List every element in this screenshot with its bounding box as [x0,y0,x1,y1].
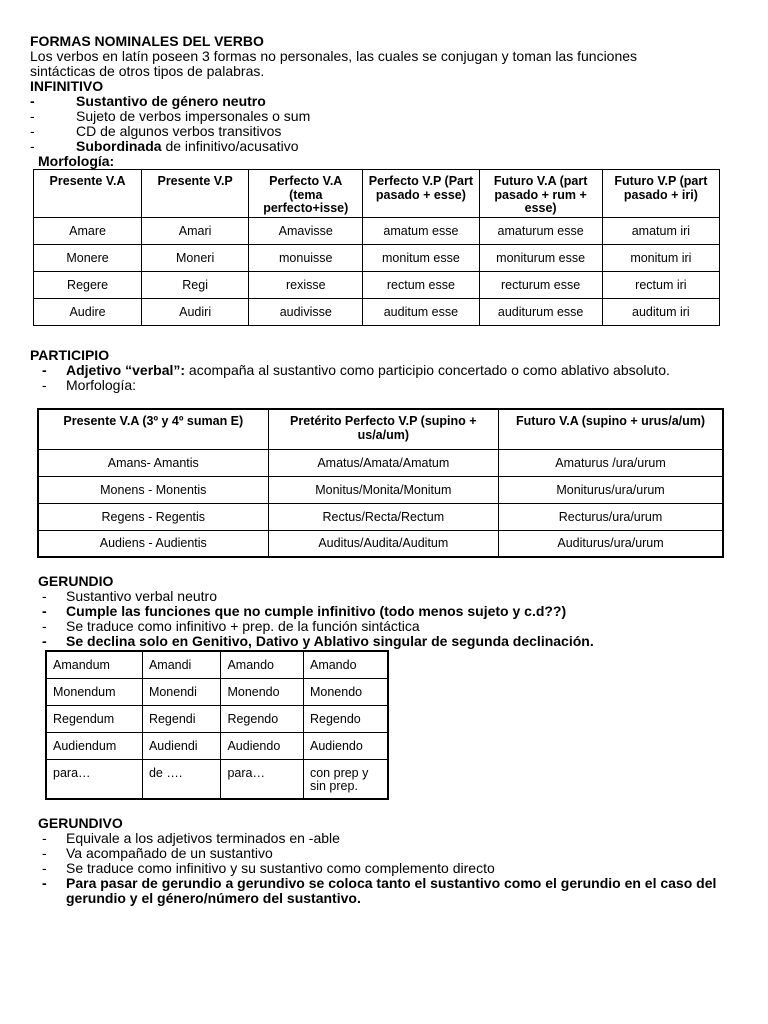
table-cell: rexisse [249,272,363,299]
bullet-dash: - [30,138,35,154]
bullet-dash: - [42,875,47,891]
table-cell: Monens - Monentis [38,476,268,503]
table-row [34,218,720,245]
table-cell: Regendum [46,705,142,732]
table-cell: moniturum esse [479,245,602,272]
gerundio-table [45,650,389,800]
gerundivo-item-3: Se traduce como infinitivo y su sustantivo como complemento directo [66,860,495,876]
table-cell: Monendum [46,678,142,705]
table-row [38,503,723,530]
gerundivo-heading: GERUNDIVO [38,815,123,831]
bullet-dash: - [42,860,47,876]
table-cell: Auditus/Audita/Auditum [268,530,499,557]
infinitivo-header-cell: Presente V.A [34,170,142,218]
participio-item-1-rest: acompaña al sustantivo como participio concertado o como ablativo absoluto. [185,362,670,378]
table-cell: amatum esse [363,218,479,245]
participio-item-2: Morfología: [66,377,137,393]
table-cell: Audiendo [303,732,388,759]
table-cell: Regendo [303,705,388,732]
table-cell: Audiendo [221,732,304,759]
table-cell: de …. [142,759,221,799]
table-cell: Amans- Amantis [38,449,268,476]
table-cell: Regens - Regentis [38,503,268,530]
table-cell: Monendo [221,678,304,705]
infinitivo-heading: INFINITIVO [30,78,104,94]
table-cell: Monitus/Monita/Monitum [268,476,499,503]
participio-table [37,408,724,558]
table-cell: Amavisse [249,218,363,245]
intro-line-2: sintácticas de otros tipos de palabras. [30,63,265,79]
infinitivo-header-cell: Presente V.P [142,170,249,218]
table-cell: Amatus/Amata/Amatum [268,449,499,476]
infinitivo-item-2: Sujeto de verbos impersonales o sum [76,108,311,124]
infinitivo-header-cell: Perfecto V.A (tema perfecto+isse) [249,170,363,218]
gerundivo-item-4-line-1: Para pasar de gerundio a gerundivo se coloca tanto el sustantivo como el gerundio en el caso del [66,875,717,891]
table-row [38,476,723,503]
infinitivo-item-4 [76,139,299,154]
infinitivo-item-1: Sustantivo de género neutro [76,93,266,109]
bullet-dash: - [30,123,35,139]
table-row [46,678,388,705]
table-cell: Amando [303,651,388,678]
table-cell: amatum iri [602,218,719,245]
table-cell: Amaturus /ura/urum [499,449,723,476]
gerundio-item-4: Se declina solo en Genitivo, Dativo y Ablativo singular de segunda declinación. [66,633,594,649]
table-cell: Monendo [303,678,388,705]
table-cell: rectum esse [363,272,479,299]
table-cell: auditurum esse [479,299,602,326]
table-cell: auditum iri [602,299,719,326]
table-cell: Amandum [46,651,142,678]
document-title: FORMAS NOMINALES DEL VERBO [30,33,264,49]
participio-item-1 [66,363,670,378]
table-row [34,299,720,326]
table-cell: Amari [142,218,249,245]
table-cell: Moneri [142,245,249,272]
participio-header-cell: Pretérito Perfecto V.P (supino + us/a/um) [268,409,499,449]
bullet-dash: - [42,845,47,861]
table-row [46,732,388,759]
table-cell: para… [221,759,304,799]
table-row [46,651,388,678]
table-row [34,245,720,272]
table-cell: auditum esse [363,299,479,326]
table-cell: Recturus/ura/urum [499,503,723,530]
table-row [46,705,388,732]
intro-line-1: Los verbos en latín poseen 3 formas no personales, las cuales se conjugan y toman las funciones [30,48,638,64]
bullet-dash: - [30,108,35,124]
bullet-dash: - [42,830,47,846]
table-cell: Audiendum [46,732,142,759]
table-cell: Regi [142,272,249,299]
table-cell: Amandi [142,651,221,678]
bullet-dash: - [42,603,47,619]
gerundio-heading: GERUNDIO [38,573,114,589]
gerundivo-item-1: Equivale a los adjetivos terminados en -able [66,830,340,846]
bullet-dash: - [42,618,47,634]
table-cell: Amando [221,651,304,678]
table-cell: rectum iri [602,272,719,299]
table-cell: monuisse [249,245,363,272]
bullet-dash: - [42,362,47,378]
infinitivo-item-4-bold: Subordinada [76,138,162,154]
infinitivo-table [33,169,720,326]
infinitivo-header-cell: Futuro V.A (part pasado + rum + esse) [479,170,602,218]
gerundio-item-2: Cumple las funciones que no cumple infinitivo (todo menos sujeto y c.d??) [66,603,567,619]
infinitivo-header-cell: Futuro V.P (part pasado + iri) [602,170,719,218]
participio-table-header-row [38,409,723,449]
gerundivo-item-2: Va acompañado de un sustantivo [66,845,273,861]
gerundivo-item-4-line-2: gerundio y el género/número del sustantivo. [66,890,361,906]
table-cell: Monere [34,245,142,272]
table-cell: amaturum esse [479,218,602,245]
table-row [34,272,720,299]
table-cell: Regendi [142,705,221,732]
infinitivo-header-cell: Perfecto V.P (Part pasado + esse) [363,170,479,218]
infinitivo-item-4-rest: de infinitivo/acusativo [161,138,299,154]
table-cell: Monendi [142,678,221,705]
participio-heading: PARTICIPIO [30,347,110,363]
table-cell: Audiens - Audientis [38,530,268,557]
table-cell: Rectus/Recta/Rectum [268,503,499,530]
infinitivo-item-3: CD de algunos verbos transitivos [76,123,282,139]
table-cell: Audiri [142,299,249,326]
table-row [38,449,723,476]
table-cell: con prep y sin prep. [303,759,388,799]
bullet-dash: - [42,377,47,393]
participio-item-1-bold: Adjetivo “verbal”: [66,362,186,378]
table-cell: audivisse [249,299,363,326]
participio-header-cell: Presente V.A (3º y 4º suman E) [38,409,268,449]
table-cell: monitum esse [363,245,479,272]
table-cell: Regendo [221,705,304,732]
bullet-dash: - [42,633,47,649]
gerundio-item-3: Se traduce como infinitivo + prep. de la función sintáctica [66,618,420,634]
infinitivo-morfologia-label: Morfología: [38,153,115,169]
bullet-dash: - [30,93,35,109]
table-cell: Auditurus/ura/urum [499,530,723,557]
table-cell: recturum esse [479,272,602,299]
bullet-dash: - [42,588,47,604]
table-cell: Audire [34,299,142,326]
table-row [38,530,723,557]
table-cell: Audiendi [142,732,221,759]
table-cell: Regere [34,272,142,299]
table-cell: para… [46,759,142,799]
table-cell: monitum iri [602,245,719,272]
infinitivo-table-header-row [34,170,720,218]
table-cell: Moniturus/ura/urum [499,476,723,503]
participio-header-cell: Futuro V.A (supino + urus/a/um) [499,409,723,449]
table-cell: Amare [34,218,142,245]
gerundio-item-1: Sustantivo verbal neutro [66,588,217,604]
table-row [46,759,388,799]
